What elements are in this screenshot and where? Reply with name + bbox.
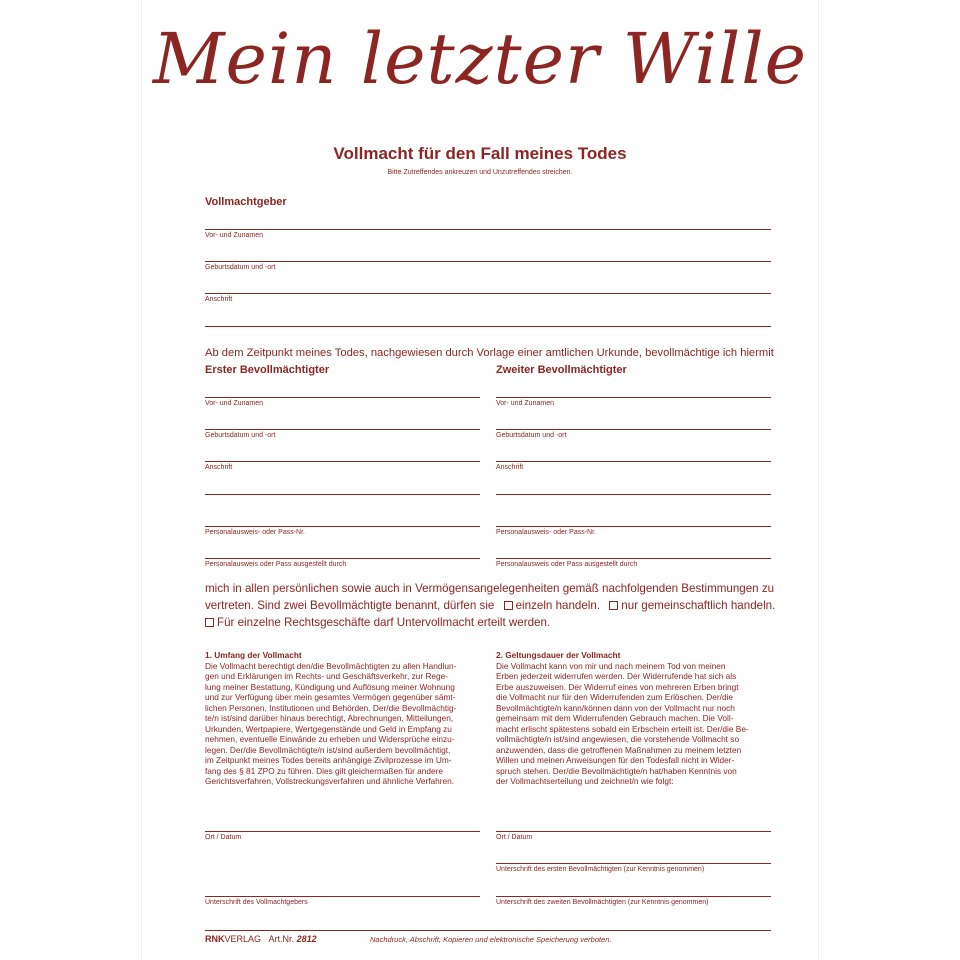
agent2-issuer-line[interactable] (496, 558, 771, 559)
sig-principal-label: Unterschrift des Vollmachtgebers (205, 899, 308, 906)
section-validity-line: spruch stehen. Der/die Bevollmächtigte/n hat/haben Kenntnis von (496, 765, 737, 776)
section-scope-line: Die Vollmacht berechtigt den/die Bevollmächtigten zu allen Handlun- (205, 660, 457, 671)
principal-address-line-2[interactable] (205, 326, 771, 327)
section-scope-line: Urkunden, Wertpapiere, Wertgegenstände und Geld in Empfang zu (205, 723, 452, 734)
clause-line-2-text: vertreten. Sind zwei Bevollmächtigte benannt, dürfen sie (205, 599, 495, 612)
principal-address-line[interactable] (205, 293, 771, 294)
checkbox-joint[interactable] (609, 601, 618, 610)
sig-left-place-label: Ort / Datum (205, 834, 242, 841)
sig-principal-line[interactable] (205, 896, 480, 897)
footer-brand-bold: RNK (205, 934, 225, 944)
section-scope-line: lung meiner Bestattung, Kündigung und Auflösung meiner Wohnung (205, 681, 455, 692)
footer-rule (205, 930, 771, 931)
agent1-birth-line[interactable] (205, 429, 480, 430)
section-validity-line: der Vollmachtserteilung und zeichnet/n wie folgt: (496, 776, 674, 786)
principal-address-label: Anschrift (205, 296, 233, 303)
section-validity-line: Erben jederzeit widerrufen werden. Der Widerrufende hat sich als (496, 671, 737, 681)
section-validity-line: gemeinsam mit dem Widerrufenden Gebrauch machen. Die Voll- (496, 713, 734, 723)
checkbox-subpower[interactable] (205, 618, 214, 627)
section-validity-heading: 2. Geltungsdauer der Vollmacht (496, 650, 621, 660)
principal-birth-label: Geburtsdatum und -ort (205, 264, 276, 271)
sig-agent2-label: Unterschrift des zweiten Bevollmächtigten (zur Kenntnis genommen) (496, 899, 709, 906)
sig-left-place-line[interactable] (205, 831, 480, 832)
intro-text: Ab dem Zeitpunkt meines Todes, nachgewiesen durch Vorlage einer amtlichen Urkunde, bevollmächtige ich hiermit (205, 347, 774, 359)
agent2-address-line-2[interactable] (496, 494, 771, 495)
checkbox-single[interactable] (504, 601, 513, 610)
form-subtitle: Vollmacht für den Fall meines Todes (333, 144, 627, 163)
section-validity-line: Erbe auszuweisen. Der Widerruf eines von mehreren Erben bringt (496, 681, 739, 692)
clause-line-3 (199, 614, 550, 632)
principal-name-label: Vor- und Zunamen (205, 232, 263, 239)
form-sheet (142, 0, 818, 960)
section-scope-line: lichen Personen, Institutionen und Behörden. Der/die Bevollmächtig- (205, 702, 457, 713)
agent1-heading: Erster Bevollmächtigter (205, 364, 330, 376)
clause-line-2 (205, 597, 775, 615)
section-validity-line: anzuwenden, dass die getroffenen Maßnahmen zu meinem letzten (496, 744, 742, 755)
agent2-issuer-label: Personalausweis oder Pass ausgestellt durch (496, 561, 638, 568)
section-validity-line: Willen und meinen Anweisungen für den Todesfall nicht in Wider- (496, 755, 735, 765)
agent2-address-line[interactable] (496, 461, 771, 462)
option-sub-label: Für einzelne Rechtsgeschäfte darf Untervollmacht erteilt werden. (217, 616, 551, 629)
footer-brand-rest: VERLAG (224, 934, 262, 944)
section-scope-line: Gerichtsverfahren, Vollstreckungsverfahren und ähnliche Verfahren. (205, 776, 455, 786)
section-validity-line: Die Vollmacht kann von mir und nach meinem Tod von meinen (496, 660, 726, 671)
agent1-address-label: Anschrift (205, 464, 233, 471)
agent1-passport-label: Personalausweis- oder Pass-Nr. (205, 529, 305, 536)
clause-line-1: mich in allen persönlichen sowie auch in Vermögensangelegenheiten gemäß nachfolgenden Bestimmungen zu (205, 582, 775, 595)
section-validity-text (496, 661, 766, 787)
form-hint: Bitte Zutreffendes ankreuzen und Unzutreffendes streichen. (387, 169, 573, 176)
agent1-address-line[interactable] (205, 461, 480, 462)
script-title: Mein letzter Wille (152, 18, 808, 100)
agent2-name-label: Vor- und Zunamen (496, 400, 554, 407)
option-joint-label: nur gemeinschaftlich handeln. (621, 599, 776, 612)
sig-agent2-line[interactable] (496, 896, 771, 897)
agent2-birth-line[interactable] (496, 429, 771, 430)
agent2-address-label: Anschrift (496, 464, 524, 471)
agent2-passport-line[interactable] (496, 526, 771, 527)
section-scope-text (205, 661, 475, 787)
section-scope-line: gen und Erklärungen im Rechts- und Geschäftsverkehr, zur Rege- (205, 671, 449, 681)
section-validity-line: vollmächtigte/n ist/sind angewiesen, die vorstehende Vollmacht so (496, 734, 740, 744)
section-scope-line: fang des § 81 ZPO zu führen. Dies gilt gleichermaßen für andere (205, 765, 443, 776)
section-validity (496, 650, 766, 787)
sig-right-place-line[interactable] (496, 831, 771, 832)
agent2-birth-label: Geburtsdatum und -ort (496, 432, 567, 439)
agent1-address-line-2[interactable] (205, 494, 480, 495)
section-scope (205, 650, 475, 787)
section-scope-line: und zur Verfügung über mein gesamtes Vermögen gegenüber sämt- (205, 692, 456, 702)
footer-art-label: Art.Nr. (268, 934, 295, 944)
agent2-passport-label: Personalausweis- oder Pass-Nr. (496, 529, 596, 536)
principal-name-line[interactable] (205, 229, 771, 230)
footer-note: Nachdruck, Abschrift, Kopieren und elektronische Speicherung verboten. (370, 935, 612, 944)
agent1-passport-line[interactable] (205, 526, 480, 527)
footer-art-no: 2812 (296, 934, 317, 944)
sig-right-place-label: Ort / Datum (496, 834, 533, 841)
section-validity-line: die Vollmacht nur für den Widerrufenden zum Erlöschen. Der/die (496, 692, 734, 702)
section-scope-line: nehmen, eventuelle Einwände zu erheben und Widersprüche einzu- (205, 734, 455, 744)
agent1-name-label: Vor- und Zunamen (205, 400, 263, 407)
section-scope-line: legen. Der/die Bevollmächtigte/n ist/sind außerdem bevollmächtigt, (205, 744, 451, 755)
principal-heading: Vollmachtgeber (205, 196, 287, 208)
agent1-issuer-label: Personalausweis oder Pass ausgestellt durch (205, 561, 347, 568)
agent1-birth-label: Geburtsdatum und -ort (205, 432, 276, 439)
agent1-issuer-line[interactable] (205, 558, 480, 559)
footer-brand (205, 934, 317, 944)
sig-agent1-line[interactable] (496, 863, 771, 864)
agent2-heading: Zweiter Bevollmächtigter (496, 364, 627, 376)
sig-agent1-label: Unterschrift des ersten Bevollmächtigten (zur Kenntnis genommen) (496, 866, 705, 873)
section-scope-line: im Zeitpunkt meines Todes bereits anhängige Zivilprozesse im Um- (205, 755, 452, 765)
agent2-name-line[interactable] (496, 397, 771, 398)
section-scope-line: te/n ist/sind darüber hinaus berechtigt, Abrechnungen, Mitteilungen, (205, 713, 454, 723)
section-scope-heading: 1. Umfang der Vollmacht (205, 650, 302, 660)
principal-birth-line[interactable] (205, 261, 771, 262)
agent1-name-line[interactable] (205, 397, 480, 398)
option-single-label: einzeln handeln. (515, 599, 601, 612)
section-validity-line: Bevollmächtigte/n kann/können dann von der Vollmacht nur noch (496, 702, 735, 713)
section-validity-line: macht erlischt spätestens sobald ein Erbschein erteilt ist. Der/die Be- (496, 723, 749, 734)
